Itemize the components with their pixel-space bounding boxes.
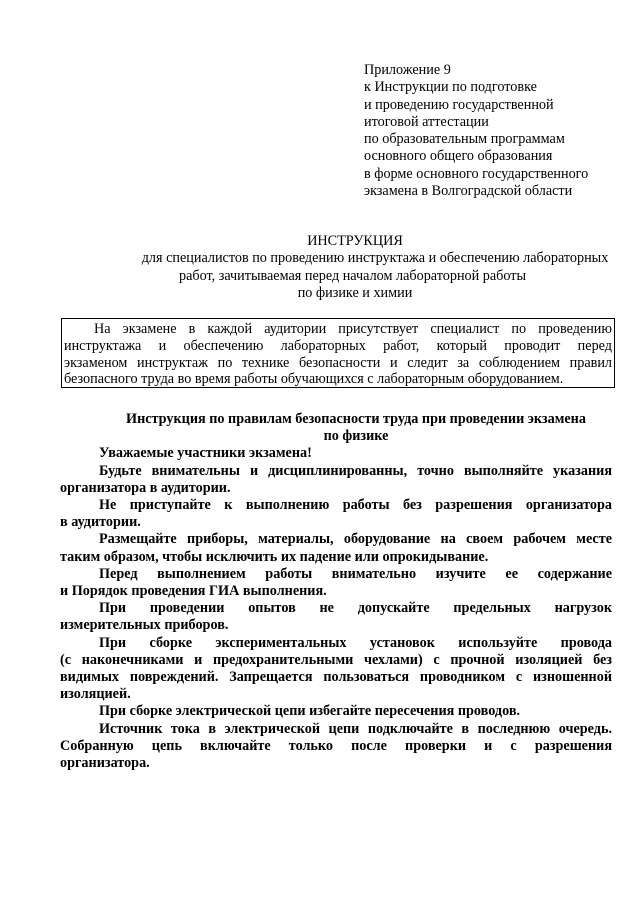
paragraph-line: При проведении опытов не допускайте предельных нагрузок bbox=[99, 600, 612, 617]
paragraph-line: и Порядок проведения ГИА выполнения. bbox=[60, 583, 327, 600]
document-title: ИНСТРУКЦИЯ bbox=[307, 233, 403, 249]
paragraph-line: в аудитории. bbox=[60, 514, 141, 531]
document-subtitle-line: работ, зачитываемая перед началом лабораторной работы bbox=[178, 267, 527, 284]
paragraph-line: организатора в аудитории. bbox=[60, 479, 231, 496]
paragraph bbox=[60, 531, 612, 565]
notice-box bbox=[61, 318, 615, 388]
appendix-line: в форме основного государственного bbox=[364, 165, 589, 182]
paragraph-line: При сборке электрической цепи избегайте пересечения проводов. bbox=[99, 703, 521, 720]
paragraph bbox=[60, 463, 612, 497]
paragraph bbox=[60, 635, 612, 704]
paragraph-line: Источник тока в электрической цепи подключайте в последнюю очередь. bbox=[99, 720, 612, 737]
paragraph-line: видимых повреждений. Запрещается пользоваться проводником с изношенной bbox=[60, 669, 612, 686]
notice-line: На экзамене в каждой аудитории присутствует специалист по проведению bbox=[94, 321, 612, 337]
paragraph bbox=[60, 566, 612, 600]
paragraph-line: Перед выполнением работы внимательно изучите ее содержание bbox=[99, 565, 612, 582]
instructions-title-line: по физике bbox=[323, 428, 389, 445]
instructions-title bbox=[100, 411, 612, 445]
safety-instructions bbox=[60, 411, 612, 772]
paragraph-line: измерительных приборов. bbox=[60, 617, 229, 634]
paragraph-line: (с наконечниками и предохранительными чехлами) с прочной изоляцией без bbox=[60, 651, 612, 668]
paragraph-line: Будьте внимательны и дисциплинированны, точно выполняйте указания bbox=[99, 462, 612, 479]
document-subtitle-line: по физике и химии bbox=[297, 284, 413, 301]
appendix-line: к Инструкции по подготовке bbox=[364, 79, 537, 96]
paragraph bbox=[60, 497, 612, 531]
notice-line: экзаменом инструктаж по технике безопасности и следит за соблюдением правил bbox=[64, 354, 612, 371]
paragraph bbox=[60, 600, 612, 634]
paragraph-line: организатора. bbox=[60, 755, 150, 772]
notice-line: безопасного труда во время работы обучающихся с лабораторным оборудованием. bbox=[64, 371, 564, 388]
paragraph-line: Собранную цепь включайте только после проверки и с разрешения bbox=[60, 737, 612, 754]
notice-line: инструктажа и обеспечению лабораторных работ, который проводит перед bbox=[64, 337, 612, 354]
instructions-title-line: Инструкция по правилам безопасности труда при проведении экзамена bbox=[126, 411, 586, 427]
paragraph-line: Не приступайте к выполнению работы без разрешения организатора bbox=[99, 497, 612, 514]
paragraph-line: При сборке экспериментальных установок используйте провода bbox=[99, 634, 612, 651]
paragraph-line: Размещайте приборы, материалы, оборудование на своем рабочем месте bbox=[99, 531, 612, 548]
appendix-line: итоговой аттестации bbox=[364, 113, 489, 130]
paragraph bbox=[60, 703, 612, 720]
appendix-line: и проведению государственной bbox=[364, 96, 554, 113]
appendix-header bbox=[364, 62, 624, 200]
appendix-line: Приложение 9 bbox=[364, 62, 451, 78]
paragraph bbox=[60, 445, 612, 462]
paragraph-line: Уважаемые участники экзамена! bbox=[99, 445, 312, 462]
appendix-line: по образовательным программам bbox=[364, 131, 565, 148]
document-subtitle-line: для специалистов по проведению инструктажа и обеспечению лабораторных bbox=[141, 250, 609, 267]
paragraph-line: таким образом, чтобы исключить их падение или опрокидывание. bbox=[60, 548, 489, 565]
paragraph bbox=[60, 721, 612, 773]
appendix-line: экзамена в Волгоградской области bbox=[364, 183, 573, 200]
paragraph-line: изоляцией. bbox=[60, 686, 131, 703]
document-heading bbox=[60, 233, 640, 302]
appendix-line: основного общего образования bbox=[364, 148, 553, 165]
